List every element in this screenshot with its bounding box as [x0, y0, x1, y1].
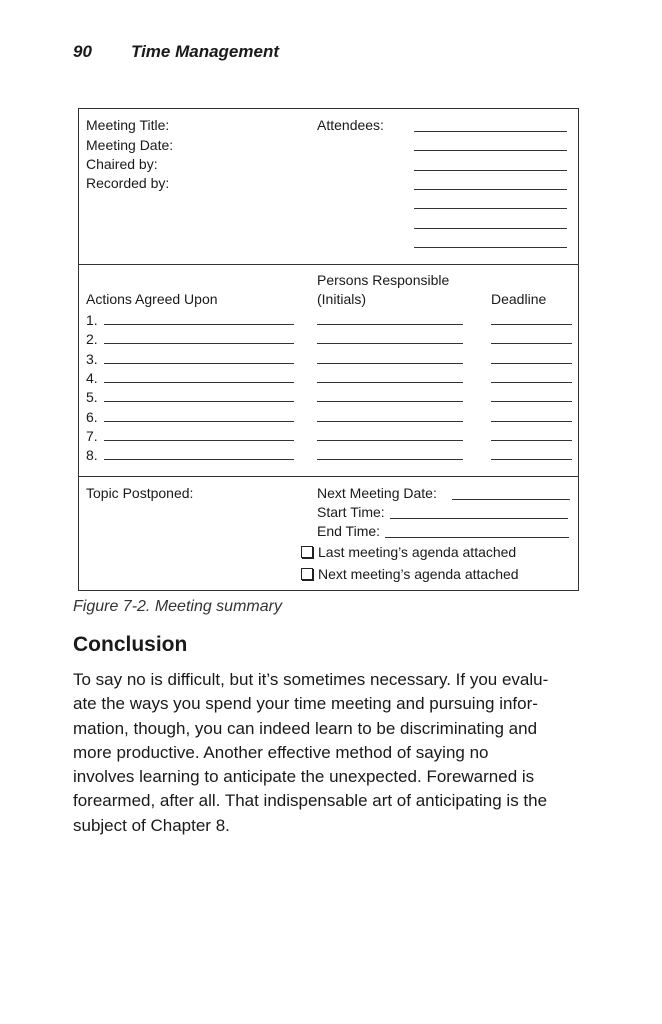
attendee-line[interactable]	[414, 150, 567, 151]
next-agenda-option[interactable]	[301, 566, 519, 582]
person-line[interactable]	[317, 363, 463, 364]
paragraph-line: involves learning to anticipate the unexpected. Forewarned is	[73, 767, 535, 787]
action-row-number: 4.	[86, 370, 98, 386]
meeting-date-label: Meeting Date:	[86, 137, 174, 153]
attendee-line[interactable]	[414, 170, 567, 171]
recorded-by-label: Recorded by:	[86, 175, 170, 191]
deadline-line[interactable]	[491, 401, 572, 402]
deadline-line[interactable]	[491, 421, 572, 422]
start-time-line[interactable]	[390, 518, 568, 519]
deadline-header: Deadline	[491, 291, 547, 307]
action-line[interactable]	[104, 440, 294, 441]
end-time-label: End Time:	[317, 523, 381, 539]
deadline-line[interactable]	[491, 440, 572, 441]
person-line[interactable]	[317, 459, 463, 460]
person-line[interactable]	[317, 421, 463, 422]
action-line[interactable]	[104, 343, 294, 344]
chaired-by-label: Chaired by:	[86, 156, 158, 172]
attendees-label: Attendees:	[317, 117, 384, 133]
action-row-number: 1.	[86, 312, 98, 328]
paragraph-line: ate the ways you spend your time meeting and pursuing infor-	[73, 694, 538, 714]
followup-section	[79, 476, 578, 591]
last-agenda-label: Last meeting’s agenda attached	[318, 544, 517, 560]
person-line[interactable]	[317, 401, 463, 402]
attendee-line[interactable]	[414, 247, 567, 248]
figure-caption: Figure 7-2. Meeting summary	[73, 598, 282, 615]
actions-section	[79, 264, 578, 477]
action-row-number: 8.	[86, 447, 98, 463]
conclusion-paragraph	[73, 668, 593, 838]
action-line[interactable]	[104, 421, 294, 422]
action-row-number: 6.	[86, 409, 98, 425]
end-time-line[interactable]	[385, 537, 569, 538]
action-line[interactable]	[104, 324, 294, 325]
actions-agreed-header: Actions Agreed Upon	[86, 291, 218, 307]
person-line[interactable]	[317, 343, 463, 344]
meeting-title-label: Meeting Title:	[86, 117, 170, 133]
action-row-number: 5.	[86, 389, 98, 405]
next-meeting-date-line[interactable]	[452, 499, 570, 500]
paragraph-line: To say no is difficult, but it’s sometimes necessary. If you evalu-	[73, 670, 549, 689]
attendee-line[interactable]	[414, 189, 567, 190]
action-line[interactable]	[104, 459, 294, 460]
attendee-line[interactable]	[414, 131, 567, 132]
attendee-line[interactable]	[414, 208, 567, 209]
deadline-line[interactable]	[491, 363, 572, 364]
topic-postponed-label: Topic Postponed:	[86, 485, 194, 501]
running-header	[73, 42, 279, 62]
deadline-line[interactable]	[491, 343, 572, 344]
checkbox-icon[interactable]	[301, 568, 313, 580]
paragraph-line: mation, though, you can indeed learn to be discriminating and	[73, 718, 538, 738]
person-line[interactable]	[317, 324, 463, 325]
paragraph-line: subject of Chapter 8.	[73, 815, 230, 835]
persons-responsible-header: Persons Responsible	[317, 272, 450, 288]
start-time-label: Start Time:	[317, 504, 385, 520]
person-line[interactable]	[317, 440, 463, 441]
page-number: 90	[73, 42, 92, 61]
conclusion-heading: Conclusion	[73, 633, 188, 656]
action-row-number: 7.	[86, 428, 98, 444]
paragraph-line: forearmed, after all. That indispensable art of anticipating is the	[73, 791, 548, 811]
action-line[interactable]	[104, 363, 294, 364]
next-meeting-date-label: Next Meeting Date:	[317, 485, 437, 501]
deadline-line[interactable]	[491, 324, 572, 325]
meeting-summary-form	[78, 108, 579, 591]
deadline-line[interactable]	[491, 382, 572, 383]
checkbox-icon[interactable]	[301, 546, 313, 558]
action-row-number: 3.	[86, 351, 98, 367]
running-title: Time Management	[131, 42, 280, 61]
next-agenda-label: Next meeting’s agenda attached	[318, 566, 519, 582]
action-row-number: 2.	[86, 331, 98, 347]
deadline-line[interactable]	[491, 459, 572, 460]
paragraph-line: more productive. Another effective method of saying no	[73, 742, 489, 762]
meeting-info-section	[79, 109, 578, 265]
action-line[interactable]	[104, 401, 294, 402]
attendee-line[interactable]	[414, 228, 567, 229]
last-agenda-option[interactable]	[301, 544, 516, 560]
action-line[interactable]	[104, 382, 294, 383]
initials-header: (Initials)	[317, 291, 367, 307]
person-line[interactable]	[317, 382, 463, 383]
